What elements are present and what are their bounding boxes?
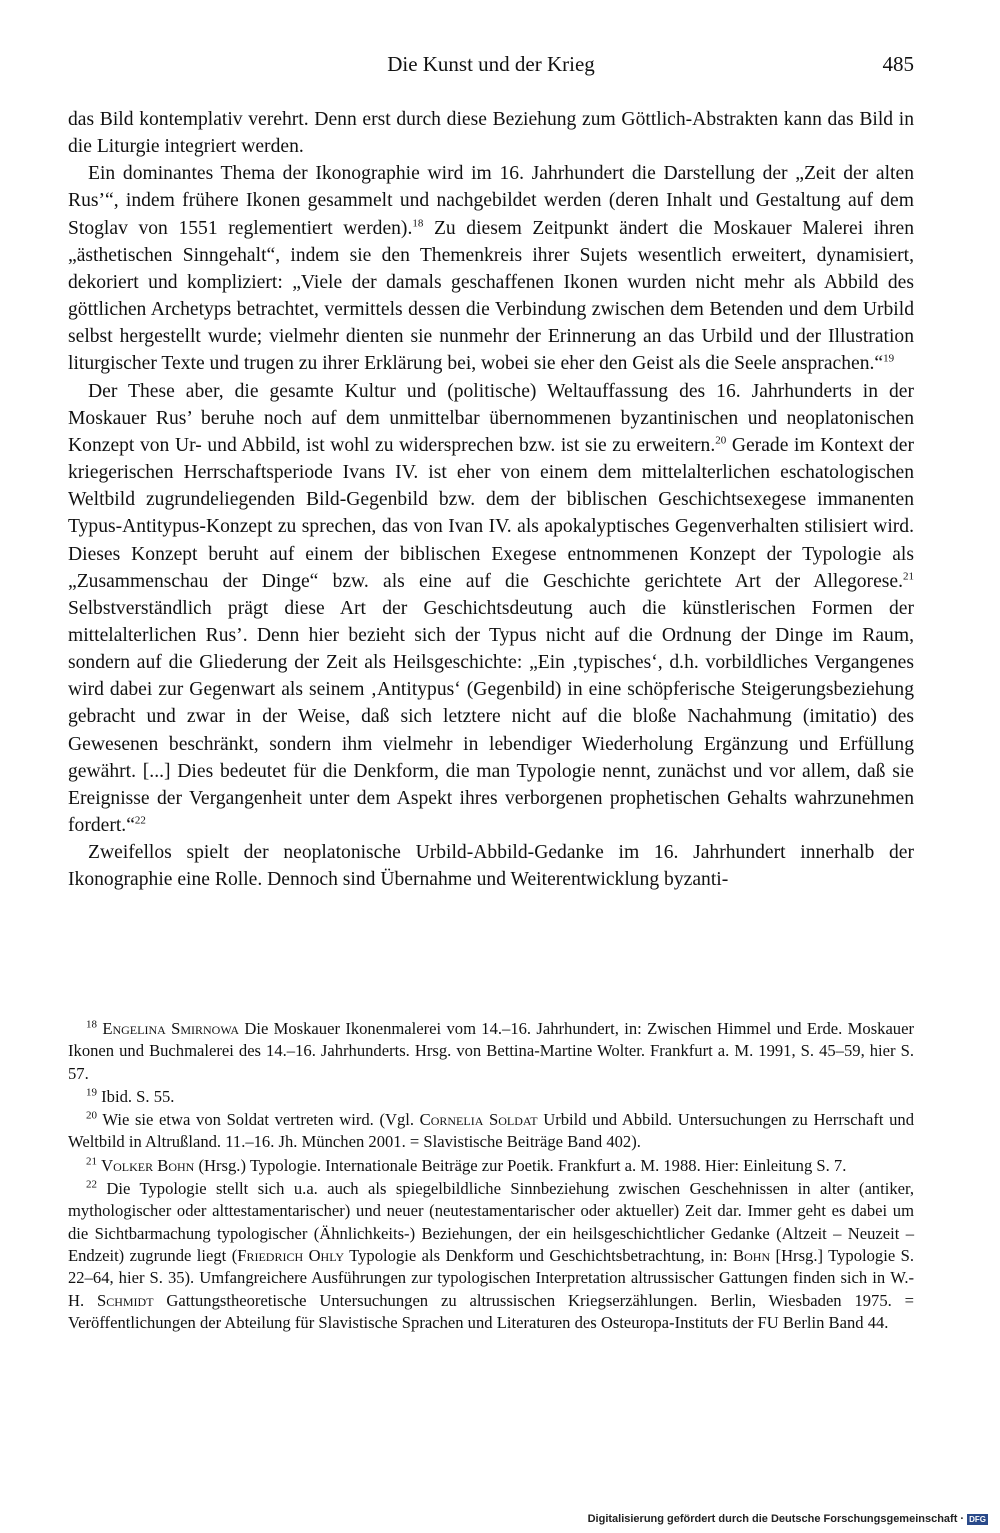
- footnote-19: $^{19}$ Ibid. S. 55.: [86, 1086, 175, 1106]
- paragraph: Ein dominantes Thema der Ikonographie wird im 16. Jahrhundert die Darstellung der „Zeit der alten Rus’“, indem frühere Ikonen gesammelt und nachgebildet werden (deren Inhalt und Gestaltung auf dem Stoglav von 1551 reglementiert werden).$^{18}$ Zu diesem Zeitpunkt ändert die Moskauer Malerei ihren „ästhetischen Sinngehalt“, indem sie den Themenkreis ihrer Sujets wesentlich erweitert, dynamisiert, dekoriert und kompliziert: „Viele der damals geschaffenen Ikonen wurden nicht mehr als Abbild des göttlichen Archetyps betrachtet, vermittels dessen die Verbindung zwischen dem Betenden und dem Urbild selbst hergestellt wurde; vielmehr dienten sie nunmehr der Erinnerung an das Urbild und der Illustration liturgischer Texte und trugen zu ihrer Erklärung bei, wobei sie eher den Geist als die Seele ansprachen.“$^{19}$: [68, 163, 914, 375]
- footnote-20: $^{20}$ Wie sie etwa von Soldat vertreten wird. (Vgl. Cornelia Soldat Urbild und Abbild. Untersuchungen zu Herrschaft und Weltbild in Altrußland. 11.–16. Jh. München 2001. = Slavistische Beiträge Band 402).: [68, 1109, 914, 1152]
- paragraph: Der These aber, die gesamte Kultur und (politische) Weltauffassung des 16. Jahrhunderts in der Moskauer Rus’ beruhe noch auf dem unmittelbar übernommenen byzantinischen und neoplatonischen Konzept von Ur- und Abbild, ist wohl zu widersprechen bzw. ist sie zu erweitern.$^{20}$ Gerade im Kontext der kriegerischen Herrschaftsperiode Ivans IV. ist eher von einem dem mittelalterlichen eschatologischen Weltbild zugrundeliegenden Bild-Gegenbild bzw. dem der biblischen Geschichtsexegese immanenten Typus-Antitypus-Konzept zu sprechen, das von Ivan IV. als apokalyptisches Gegenverhalten stilisiert wird. Dieses Konzept beruht auf einem der biblischen Exegese entnommenen Konzept der Typologie als „Zusammenschau der Dinge“ bzw. als eine auf die Geschichte gerichtete Art der Allegorese.$^{21}$ Selbstverständlich prägt diese Art der Geschichtsdeutung auch die künstlerischen Formen der mittelalterlichen Rus’. Denn hier bezieht sich der Typus nicht auf die Ordnung der Dinge im Raum, sondern auf die Gliederung der Zeit als Heilsgeschichte: „Ein ‚typisches‘, d.h. vorbildliches Vergangenes wird dabei zur Gegenwart als seinem ‚Antitypus‘ (Gegenbild) in eine schöpferische Steigerungsbeziehung gebracht und zwar in der Weise, daß sich letztere nicht auf die bloße Nachahmung (imitatio) des Gewesenen beschränkt, sondern ihm vielmehr in lebendiger Wiederholung Ergänzung und Erfüllung gewährt. [...] Dies bedeutet für die Denkform, die man Typologie nennt, zunächst und vor allem, daß sie Ereignisse der Vergangenheit unter dem Aspekt ihres verborgenen prophetischen Gehalts wahrzunehmen fordert.“$^{22}$: [68, 380, 915, 837]
- footnote-ref: 22: [134, 814, 146, 827]
- footnote-21: $^{21}$ Volker Bohn (Hrsg.) Typologie. Internationale Beiträge zur Poetik. Frankfurt a. M. 1988. Hier: Einleitung S. 7.: [86, 1155, 847, 1175]
- footnotes: [68, 1018, 914, 1335]
- footnote-ref: 18: [412, 217, 424, 230]
- running-head: [68, 52, 914, 82]
- running-title: Die Kunst und der Krieg: [387, 52, 595, 76]
- page-number: 485: [882, 52, 914, 76]
- main-text: [68, 106, 914, 894]
- paragraph: Zweifellos spielt der neoplatonische Urbild-Abbild-Gedanke im 16. Jahrhundert innerhalb der Ikonographie eine Rolle. Dennoch sind Übernahme und Weiterentwicklung byzanti-: [68, 842, 914, 891]
- dfg-logo-icon: DFG: [969, 1514, 986, 1524]
- footnote-ref: 19: [883, 352, 895, 365]
- footnote-18: $^{18}$ Engelina Smirnowa Die Moskauer Ikonenmalerei vom 14.–16. Jahrhundert, in: Zwischen Himmel und Erde. Moskauer Ikonen und Buchmalerei des 14.–16. Jahrhunderts. Hrsg. von Bettina-Martine Wolter. Frankfurt a. M. 1991, S. 45–59, hier S. 57.: [68, 1018, 914, 1083]
- digitization-credit: [588, 1513, 988, 1525]
- footnote-22: $^{22}$ Die Typologie stellt sich u.a. auch als spiegelbildliche Sinnbeziehung zwischen Geschehnissen in alter (antiker, mythologischer oder alttestamentarischer) und neuer (neutestamentarischer oder aktueller) Zeit dar. Immer geht es dabei um die Sichtbarmachung typologischer (Ähnlichkeits-) Beziehungen, der ein heilsgeschichtlicher Gedanke (Altzeit – Neuzeit – Endzeit) zugrunde liegt (Friedrich Ohly Typologie als Denkform und Geschichtsbetrachtung, in: Bohn [Hrsg.] Typologie S. 22–64, hier S. 35). Umfangreichere Ausführungen zur typologischen Interpretation altrussischer Gattungen finden sich in W.-H. Schmidt Gattungstheoretische Untersuchungen zu altrussischen Kriegserzählungen. Berlin, Wiesbaden 1975. = Veröffentlichungen der Abteilung für Slavistische Sprachen und Literaturen des Osteuropa-Instituts der FU Berlin Band 44.: [68, 1178, 915, 1332]
- footnote-ref: 21: [903, 570, 914, 583]
- credit-text: Digitalisierung gefördert durch die Deutsche Forschungsgemeinschaft ·: [587, 1513, 965, 1525]
- paragraph: das Bild kontemplativ verehrt. Denn erst durch diese Beziehung zum Göttlich-Abstrakten kann das Bild in die Liturgie integriert werden.: [68, 109, 914, 158]
- footnote-ref: 20: [715, 434, 727, 447]
